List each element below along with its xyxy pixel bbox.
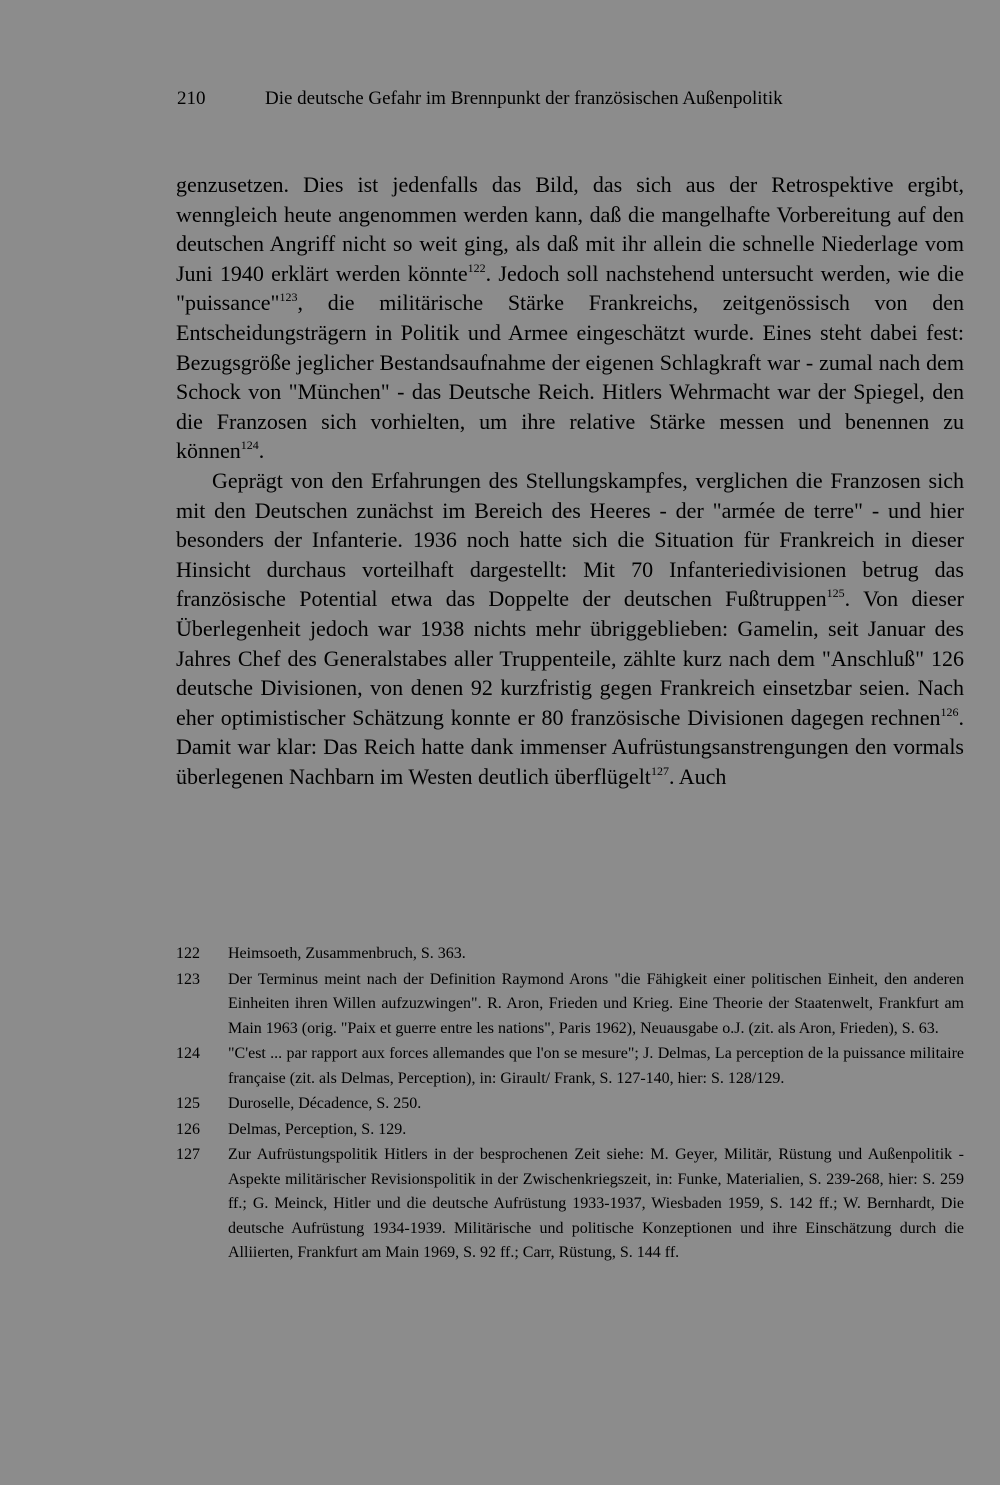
text-segment: . xyxy=(258,438,265,464)
footnote-number: 122 xyxy=(176,945,200,962)
footnote-text: Der Terminus meint nach der Definition Raymond Arons "die Fähigkeit einer politischen Einheit, den anderen Einheiten ihren Willen aufzuzwingen". R. Aron, Frieden und Krieg. Eine Theorie der Staatenwelt, Frankfurt am Main 1963 (orig. "Paix et guerre entre les nations", Paris 1962), Neuausgabe o.J. (zit. als Aron, Frieden), S. 63. xyxy=(228,970,964,1037)
footnote-number: 124 xyxy=(176,1045,200,1062)
footnote-ref-126: 126 xyxy=(940,704,959,719)
running-header xyxy=(177,86,897,112)
text-segment: . Auch xyxy=(668,763,727,789)
text-segment: Geprägt von den Erfahrungen des Stellungskampfes, verglichen die Franzosen sich mit den Deutschen zunächst im Bereich des Heeres - der "armée de terre" - und hier besonders der Infanterie. 1936 noch hatte sich die Situation für Frankreich in dieser Hinsicht durchaus vorteilhaft dargestellt: Mit 70 Infanteriedivisionen betrug das französische Potential etwa das Doppelte der deutschen Fußtruppen xyxy=(176,467,964,612)
footnote-text: Delmas, Perception, S. 129. xyxy=(228,1120,407,1138)
main-text xyxy=(176,170,964,791)
footnote-number: 126 xyxy=(176,1120,200,1138)
footnote-ref-125: 125 xyxy=(826,586,845,601)
footnote-text: "C'est ... par rapport aux forces allemandes que l'on se mesure"; J. Delmas, La perception de la puissance militaire française (zit. als Delmas, Perception), in: Girault/ Frank, S. 127-140, hier: S. 128/129. xyxy=(228,1045,964,1087)
footnote-ref-123: 123 xyxy=(279,290,298,305)
footnote-text: Duroselle, Décadence, S. 250. xyxy=(228,1095,422,1112)
footnote-number: 127 xyxy=(176,1146,200,1163)
running-title: Die deutsche Gefahr im Brennpunkt der französischen Außenpolitik xyxy=(265,88,783,109)
text-segment: . Von dieser Überlegenheit jedoch war 1938 nichts mehr übriggeblieben: Gamelin, seit Januar des Jahres Chef des Generalstabes aller Truppenteile, zählte kurz nach dem "Anschluß" 126 deutsche Divisionen, von denen 92 kurzfristig gegen Frankreich einsetzbar seien. Nach eher optimistischer Schätzung konnte er 80 französische Divisionen dagegen rechnen xyxy=(176,586,964,730)
text-segment: . Damit war klar: Das Reich hatte dank immenser Aufrüstungsanstrengungen den vormals überlegenen Nachbarn im Westen deutlich überflügelt xyxy=(176,704,964,789)
footnote-124 xyxy=(176,1042,964,1091)
paragraph-1 xyxy=(176,170,964,466)
footnote-ref-127: 127 xyxy=(650,763,669,778)
footnotes xyxy=(176,942,964,1267)
footnote-text: Heimsoeth, Zusammenbruch, S. 363. xyxy=(228,945,466,962)
page-number: 210 xyxy=(177,88,206,109)
footnote-ref-124: 124 xyxy=(240,438,259,453)
text-segment: genzusetzen. Dies ist jedenfalls das Bild, das sich aus der Retrospektive ergibt, wenngleich heute angenommen werden kann, daß die mangelhafte Vorbereitung auf den deutschen Angriff nicht so weit ging, als daß mit ihr allein die schnelle Niederlage vom Juni 1940 erklärt werden könnte xyxy=(176,172,964,286)
paragraph-2 xyxy=(176,466,964,792)
footnote-ref-122: 122 xyxy=(467,260,486,275)
text-segment: . Jedoch soll nachstehend untersucht werden, wie die "puissance" xyxy=(176,260,964,316)
footnote-126 xyxy=(176,1118,964,1143)
footnote-number: 123 xyxy=(176,970,200,988)
footnote-123 xyxy=(176,968,964,1042)
footnote-number: 125 xyxy=(176,1095,200,1112)
footnote-125 xyxy=(176,1092,964,1117)
text-segment: , die militärische Stärke Frankreichs, zeitgenössisch von den Entscheidungsträgern in Politik und Armee eingeschätzt wurde. Eines steht dabei fest: Bezugsgröße jeglicher Bestandsaufnahme der eigenen Schlagkraft war - zumal nach dem Schock von "München" - das Deutsche Reich. Hitlers Wehrmacht war der Spiegel, den die Franzosen sich vorhielten, um ihre relative Stärke messen und benennen zu können xyxy=(176,290,964,464)
footnote-text: Zur Aufrüstungspolitik Hitlers in der besprochenen Zeit siehe: M. Geyer, Militär, Rüstung und Außenpolitik - Aspekte militärischer Revisionspolitik in der Zwischenkriegszeit, in: Funke, Materialien, S. 239-268, hier: S. 259 ff.; G. Meinck, Hitler und die deutsche Aufrüstung 1933-1937, Wiesbaden 1959, S. 142 ff.; W. Bernhardt, Die deutsche Aufrüstung 1934-1939. Militärische und politische Konzeptionen und ihre Einschätzung durch die Alliierten, Frankfurt am Main 1969, S. 92 ff.; Carr, Rüstung, S. 144 ff. xyxy=(228,1146,964,1261)
footnote-122 xyxy=(176,942,964,967)
footnote-127 xyxy=(176,1143,964,1266)
